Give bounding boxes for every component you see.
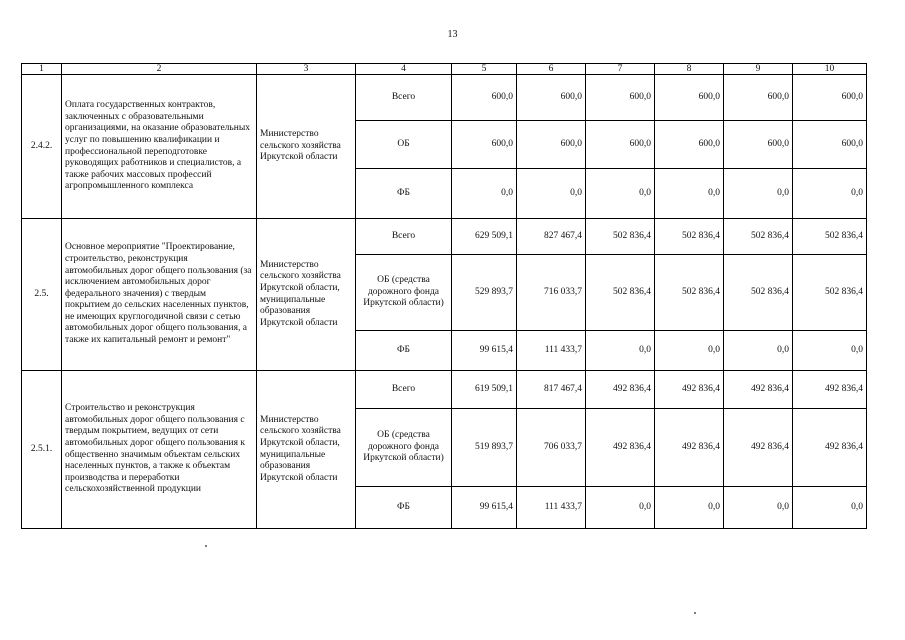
value-cell: 0,0 <box>452 169 517 219</box>
value-cell: 492 836,4 <box>586 371 655 409</box>
value-cell: 99 615,4 <box>452 331 517 371</box>
table-row <box>22 219 867 255</box>
page-number: 13 <box>447 29 458 40</box>
value-cell: 502 836,4 <box>586 255 655 331</box>
table-row <box>22 371 867 409</box>
row-responsible: Министерство сельского хозяйства Иркутской области <box>257 75 356 219</box>
funding-source: ФБ <box>356 169 452 219</box>
value-cell: 502 836,4 <box>655 255 724 331</box>
value-cell: 492 836,4 <box>793 371 867 409</box>
value-cell: 502 836,4 <box>724 255 793 331</box>
funding-source: Всего <box>356 371 452 409</box>
value-cell: 0,0 <box>724 331 793 371</box>
funding-source: ФБ <box>356 487 452 529</box>
row-responsible: Министерство сельского хозяйства Иркутской области, муниципальные образования Иркутской области <box>257 371 356 529</box>
value-cell: 529 893,7 <box>452 255 517 331</box>
column-header: 8 <box>655 64 724 75</box>
value-cell: 492 836,4 <box>655 371 724 409</box>
funding-source: ОБ <box>356 121 452 169</box>
column-header: 5 <box>452 64 517 75</box>
row-description: Оплата государственных контрактов, заключенных с образовательными организациями, на оказание образовательных услуг по повышению квалификации и профессиональной переподготовке руководящих работников и специалистов, а также рабочих массовых профессий агропромышленного комплекса <box>62 75 257 219</box>
value-cell: 502 836,4 <box>724 219 793 255</box>
value-cell: 111 433,7 <box>517 331 586 371</box>
value-cell: 492 836,4 <box>724 371 793 409</box>
value-cell: 817 467,4 <box>517 371 586 409</box>
column-header: 3 <box>257 64 356 75</box>
row-number: 2.5.1. <box>22 371 62 529</box>
value-cell: 600,0 <box>793 121 867 169</box>
column-header: 10 <box>793 64 867 75</box>
value-cell: 0,0 <box>655 487 724 529</box>
value-cell: 502 836,4 <box>586 219 655 255</box>
funding-source: Всего <box>356 219 452 255</box>
funding-source: ОБ (средства дорожного фонда Иркутской области) <box>356 409 452 487</box>
value-cell: 716 033,7 <box>517 255 586 331</box>
row-responsible: Министерство сельского хозяйства Иркутской области, муниципальные образования Иркутской области <box>257 219 356 371</box>
column-header: 6 <box>517 64 586 75</box>
value-cell: 492 836,4 <box>586 409 655 487</box>
value-cell: 0,0 <box>517 169 586 219</box>
value-cell: 0,0 <box>586 331 655 371</box>
value-cell: 600,0 <box>517 121 586 169</box>
value-cell: 706 033,7 <box>517 409 586 487</box>
row-number: 2.5. <box>22 219 62 371</box>
budget-table <box>21 63 867 529</box>
column-header: 7 <box>586 64 655 75</box>
value-cell: 827 467,4 <box>517 219 586 255</box>
value-cell: 600,0 <box>452 121 517 169</box>
value-cell: 629 509,1 <box>452 219 517 255</box>
value-cell: 519 893,7 <box>452 409 517 487</box>
value-cell: 0,0 <box>655 331 724 371</box>
value-cell: 600,0 <box>586 121 655 169</box>
value-cell: 0,0 <box>793 331 867 371</box>
value-cell: 0,0 <box>655 169 724 219</box>
value-cell: 0,0 <box>793 487 867 529</box>
value-cell: 600,0 <box>724 121 793 169</box>
row-number: 2.4.2. <box>22 75 62 219</box>
scan-speck <box>205 545 207 547</box>
funding-source: ФБ <box>356 331 452 371</box>
value-cell: 600,0 <box>793 75 867 121</box>
value-cell: 0,0 <box>724 487 793 529</box>
value-cell: 600,0 <box>517 75 586 121</box>
funding-source: ОБ (средства дорожного фонда Иркутской области) <box>356 255 452 331</box>
value-cell: 492 836,4 <box>655 409 724 487</box>
value-cell: 600,0 <box>586 75 655 121</box>
row-description: Основное мероприятие "Проектирование, строительство, реконструкция автомобильных дорог общего пользования (за исключением автомобильных дорог федерального значения) с твердым покрытием до сельских населенных пунктов, не имеющих круглогодичной связи с сетью автомобильных дорог общего пользования, а также их капитальный ремонт и ремонт" <box>62 219 257 371</box>
value-cell: 600,0 <box>655 121 724 169</box>
value-cell: 0,0 <box>586 169 655 219</box>
value-cell: 600,0 <box>655 75 724 121</box>
column-header: 1 <box>22 64 62 75</box>
value-cell: 600,0 <box>452 75 517 121</box>
column-header: 9 <box>724 64 793 75</box>
value-cell: 502 836,4 <box>793 219 867 255</box>
value-cell: 99 615,4 <box>452 487 517 529</box>
value-cell: 619 509,1 <box>452 371 517 409</box>
row-description: Строительство и реконструкция автомобильных дорог общего пользования с твердым покрытием, ведущих от сети автомобильных дорог общего пользования к общественно значимым объектам сельских населенных пунктов, а также к объектам производства и переработки сельскохозяйственной продукции <box>62 371 257 529</box>
table-row <box>22 75 867 121</box>
column-header: 4 <box>356 64 452 75</box>
value-cell: 492 836,4 <box>793 409 867 487</box>
value-cell: 0,0 <box>586 487 655 529</box>
scan-speck <box>694 612 696 614</box>
value-cell: 0,0 <box>724 169 793 219</box>
funding-source: Всего <box>356 75 452 121</box>
header-row <box>22 64 867 75</box>
column-header: 2 <box>62 64 257 75</box>
value-cell: 0,0 <box>793 169 867 219</box>
value-cell: 492 836,4 <box>724 409 793 487</box>
value-cell: 502 836,4 <box>793 255 867 331</box>
value-cell: 600,0 <box>724 75 793 121</box>
value-cell: 502 836,4 <box>655 219 724 255</box>
value-cell: 111 433,7 <box>517 487 586 529</box>
